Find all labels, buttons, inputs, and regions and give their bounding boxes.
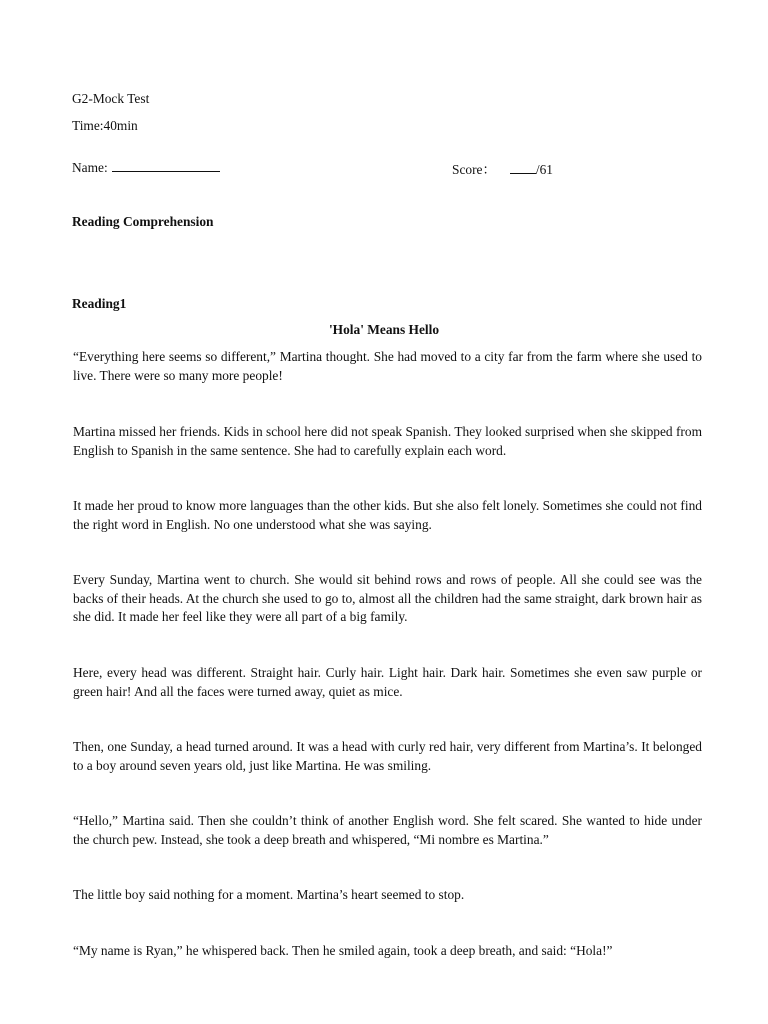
test-title: G2-Mock Test xyxy=(72,91,150,106)
name-field xyxy=(72,159,220,176)
time-limit: Time:40min xyxy=(72,118,138,133)
paragraph: It made her proud to know more languages than the other kids. But she also felt lonely. Sometimes she could not find the right word in English. No one understood what she was saying. xyxy=(73,498,702,532)
section-heading: Reading Comprehension xyxy=(72,214,214,229)
paragraph: Every Sunday, Martina went to church. She would sit behind rows and rows of people. All she could see was the backs of their heads. At the church she used to go to, almost all the children had the same straight, dark brown hair as she did. It made her feel like they were all part of a big family. xyxy=(73,572,702,624)
name-blank xyxy=(112,159,220,172)
score-label: Score： xyxy=(452,162,496,177)
score-blank xyxy=(510,161,536,174)
name-label: Name: xyxy=(72,160,108,175)
paragraph: Then, one Sunday, a head turned around. It was a head with curly red hair, very different from Martina’s. It belonged to a boy around seven years old, just like Martina. He was smiling. xyxy=(73,739,702,773)
paragraph: The little boy said nothing for a moment. Martina’s heart seemed to stop. xyxy=(73,887,465,902)
score-total: /61 xyxy=(535,162,554,177)
paragraph: “Everything here seems so different,” Martina thought. She had moved to a city far from the farm where she used to live. There were so many more people! xyxy=(73,349,702,383)
paragraph: “My name is Ryan,” he whispered back. Then he smiled again, took a deep breath, and said: “Hola!” xyxy=(73,943,613,958)
story-title: 'Hola' Means Hello xyxy=(328,322,440,337)
reading-label: Reading1 xyxy=(72,296,127,311)
score-field xyxy=(452,159,553,178)
paragraph: Here, every head was different. Straight hair. Curly hair. Light hair. Dark hair. Sometimes she even saw purple or green hair! And all the faces were turned away, quiet as mice. xyxy=(73,665,702,699)
paragraph: Martina missed her friends. Kids in school here did not speak Spanish. They looked surprised when she skipped from English to Spanish in the same sentence. She had to carefully explain each word. xyxy=(73,424,702,458)
paragraph: “Hello,” Martina said. Then she couldn’t think of another English word. She felt scared. She wanted to hide under the church pew. Instead, she took a deep breath and whispered, “Mi nombre es Martina.” xyxy=(73,813,702,847)
